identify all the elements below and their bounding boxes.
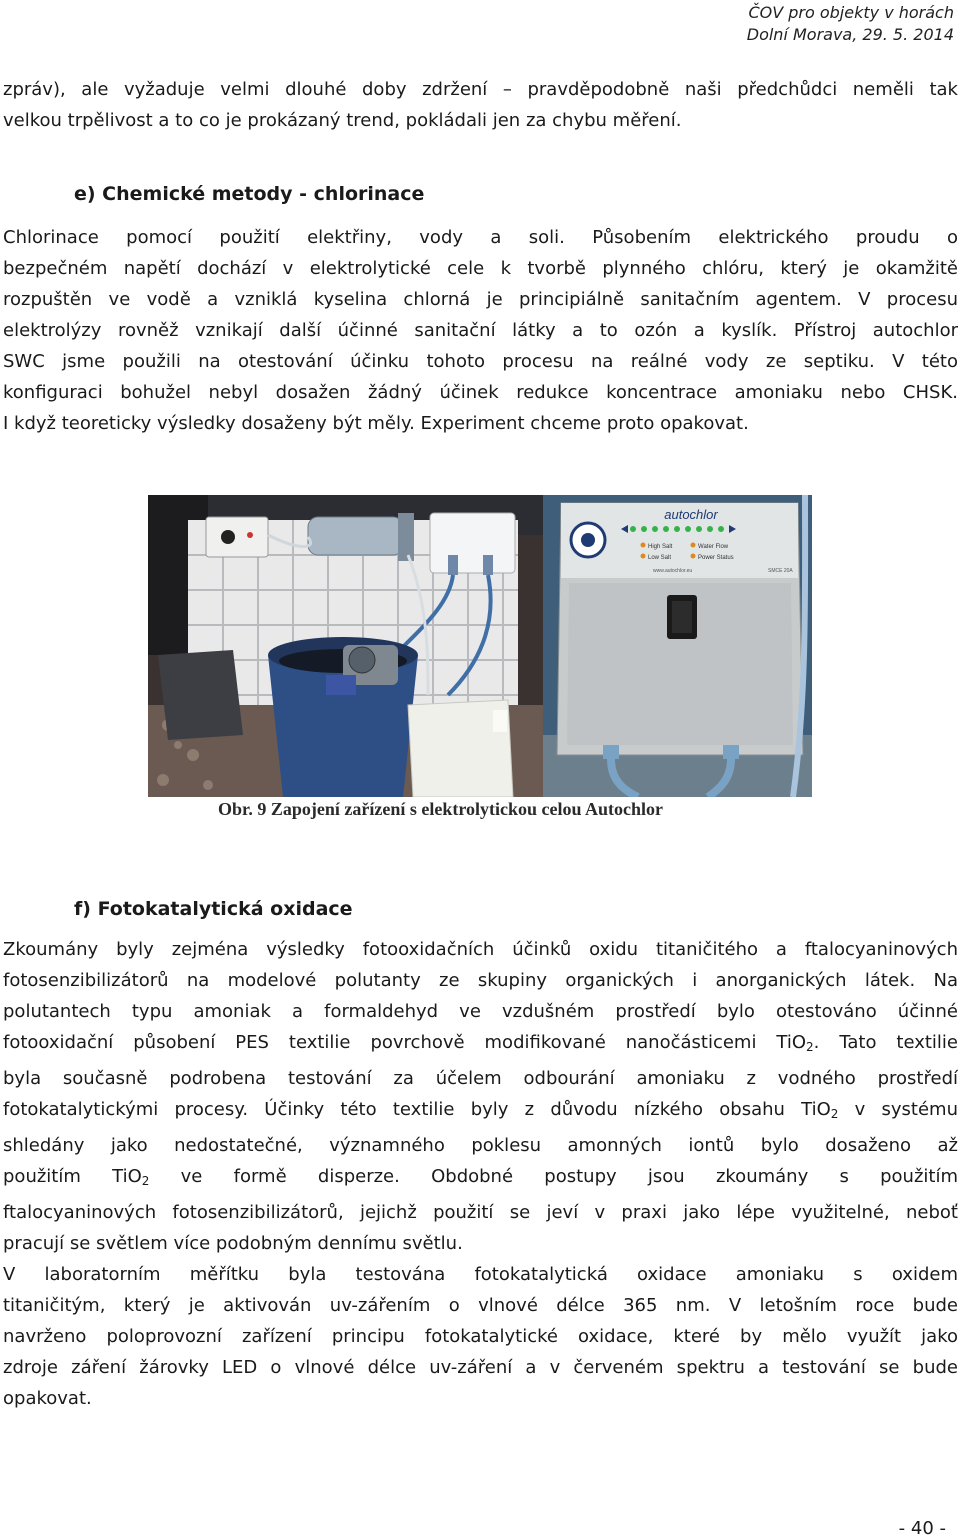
text-segment: v systému — [838, 1099, 958, 1120]
text-line: titaničitým, který je aktivován uv-zářením o vlnové délce 365 nm. V letošním roce bude — [3, 1295, 958, 1316]
text-segment: . Tato textilie — [813, 1032, 958, 1053]
text-segment: použitím TiO — [3, 1166, 142, 1187]
section-e-paragraph — [3, 222, 958, 439]
text-line: Zkoumány byly zejména výsledky fotooxidačních účinků oxidu titaničitého a ftalocyaninových — [3, 939, 958, 960]
subscript: 2 — [141, 1174, 150, 1188]
panel-label-low-salt: Low Salt — [648, 555, 672, 561]
text-line — [3, 1027, 958, 1063]
text-line: polutantech typu amoniak a formaldehyd ve vzdušném prostředí bylo otestováno účinné — [3, 1001, 958, 1022]
caption-text: 9 Zapojení zařízení s elektrolytickou celou Autochlor — [257, 799, 663, 819]
text-line: Chlorinace pomocí použití elektřiny, vody a soli. Působením elektrického proudu o — [3, 227, 958, 248]
text-line: konfiguraci bohužel nebyl dosažen žádný účinek redukce koncentrace amoniaku nebo CHSK. — [3, 382, 958, 403]
caption-prefix: Obr. — [218, 799, 253, 819]
device-brand-text: autochlor — [664, 507, 718, 522]
section-f-heading: f) Fotokatalytická oxidace — [74, 898, 353, 920]
text-segment: fotokatalytickými procesy. Účinky této textilie byly z důvodu nízkého obsahu TiO — [3, 1099, 831, 1120]
device-model-text: SMCE 20A — [768, 568, 793, 574]
running-header — [747, 2, 954, 46]
text-line: fotosenzibilizátorů na modelové polutanty ze skupiny organických i anorganických látek. Na — [3, 970, 958, 991]
text-line: bezpečném napětí dochází v elektrolytické cele k tvorbě plynného chlóru, který je okamžitě — [3, 258, 958, 279]
text-line: zpráv), ale vyžaduje velmi dlouhé doby zdržení – pravděpodobně naši předchůdci neměli tak — [3, 79, 958, 100]
text-line: byla současně podrobena testování za účelem odbourání amoniaku z vodného prostředí — [3, 1068, 958, 1089]
intro-paragraph — [3, 74, 958, 136]
subscript: 2 — [806, 1040, 814, 1054]
text-line: shledány jako nedostatečné, významného poklesu amonných iontů bylo dosaženo až — [3, 1135, 958, 1156]
text-line: navrženo poloprovozní zařízení principu fotokatalytické oxidace, které by mělo využít jako — [3, 1326, 958, 1347]
panel-label-power-status: Power Status — [698, 555, 734, 561]
text-line: opakovat. — [3, 1388, 92, 1409]
subscript: 2 — [830, 1107, 839, 1121]
text-line — [3, 1094, 958, 1130]
text-line — [3, 1161, 958, 1197]
text-segment: fotooxidační působení PES textilie povrchově modifikované nanočásticemi TiO — [3, 1032, 807, 1053]
section-e-heading: e) Chemické metody - chlorinace — [74, 183, 425, 205]
photo-autochlor-device — [543, 495, 812, 797]
panel-label-water-flow: Water Flow — [698, 544, 729, 550]
text-line: ftalocyaninových fotosenzibilizátorů, jejichž použití se jeví v praxi jako lépe využitelné, neboť — [3, 1202, 958, 1223]
photo-setup — [148, 495, 543, 797]
device-url-text: www.autochlor.eu — [653, 568, 693, 574]
header-title: ČOV pro objekty v horách — [748, 3, 954, 22]
text-segment: ve formě disperze. Obdobné postupy jsou zkoumány s použitím — [149, 1166, 958, 1187]
text-line: elektrolýzy rovněž vznikají další účinné sanitační látky a to ozón a kyslík. Přístroj autochlor — [3, 320, 958, 341]
section-f-paragraph — [3, 934, 958, 1414]
text-line: velkou trpělivost a to co je prokázaný trend, pokládali jen za chybu měření. — [3, 110, 682, 131]
text-line: rozpuštěn ve vodě a vzniklá kyselina chlorná je principiálně sanitačním agentem. V procesu — [3, 289, 958, 310]
text-line: zdroje záření žárovky LED o vlnové délce uv-záření a v červeném spektru a testování se bude — [3, 1357, 958, 1378]
setup-photo-illustration — [148, 495, 543, 797]
page-number: - 40 - — [898, 1518, 946, 1539]
text-line: pracují se světlem více podobným dennímu světlu. — [3, 1233, 463, 1254]
autochlor-photo-illustration — [543, 495, 812, 797]
text-line: I když teoreticky výsledky dosaženy být měly. Experiment chceme proto opakovat. — [3, 413, 749, 434]
text-line: V laboratorním měřítku byla testována fotokatalytická oxidace amoniaku s oxidem — [3, 1264, 958, 1285]
header-date: Dolní Morava, 29. 5. 2014 — [746, 25, 954, 44]
text-line: SWC jsme použili na otestování účinku tohoto procesu na reálné vody ze septiku. V této — [3, 351, 958, 372]
panel-label-high-salt: High Salt — [648, 544, 673, 550]
figure-caption — [218, 799, 663, 820]
